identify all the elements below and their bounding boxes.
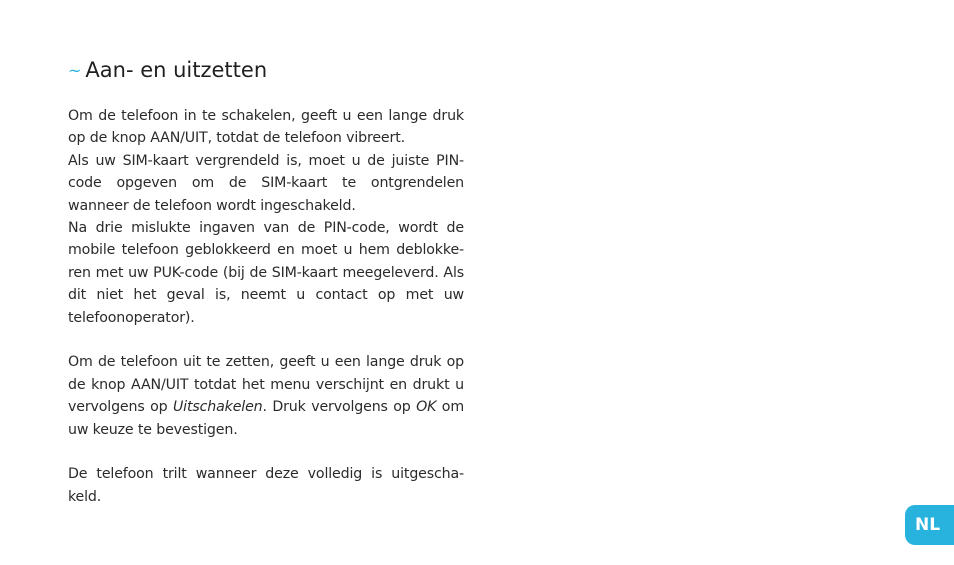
menu-option-ok: OK (416, 399, 437, 416)
tilde-icon: ~ (68, 61, 82, 80)
menu-option-uitschakelen: Uitschakelen (172, 399, 263, 416)
language-tab: NL (905, 505, 954, 545)
page-title-text: Aan- en uitzetten (85, 58, 268, 82)
page-title (68, 56, 267, 85)
paragraph-puk-code: Na drie mislukte ingaven van de PIN-code, wordt de mobile telefoon geblokkeerd en moet u hem deblokke-ren met uw PUK-code (bij de SIM-kaart meegeleverd. Als dit niet het geval is, neemt u contact op met uw telefoonoperator). (68, 220, 464, 326)
power-off-text-2: . Druk vervolgens op (262, 399, 417, 416)
paragraph-spacer (68, 329, 464, 351)
power-off-text-3: om uw keuze te bevestigen. (68, 399, 464, 438)
paragraph-sim-locked: Als uw SIM-kaart vergrendeld is, moet u de juiste PIN-code opgeven om de SIM-kaart te ontgrendelen wanneer de telefoon wordt ingeschakeld. (68, 152, 464, 214)
paragraph-vibrate: De telefoon trilt wanneer deze volledig is uitgescha-keld. (68, 466, 464, 505)
paragraph-power-off (68, 351, 464, 441)
body-text (68, 105, 464, 508)
power-off-text-1: Om de telefoon uit te zetten, geeft u een lange druk op de knop AAN/UIT totdat het menu verschijnt en drukt u vervolgens op (68, 354, 464, 416)
paragraph-power-on: Om de telefoon in te schakelen, geeft u een lange druk op de knop AAN/UIT, totdat de telefoon vibreert. (68, 108, 464, 147)
paragraph-spacer (68, 441, 464, 463)
